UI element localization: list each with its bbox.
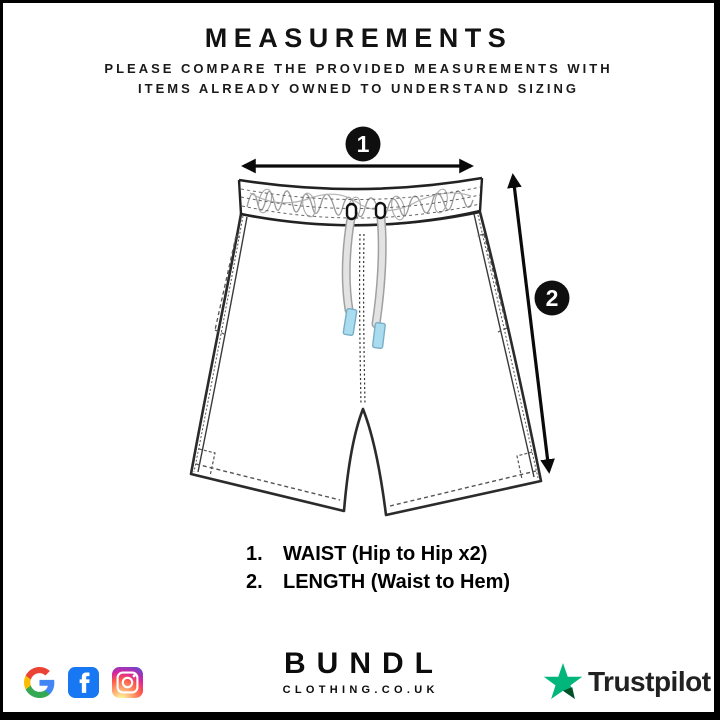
measurement-legend: [246, 540, 510, 596]
instagram-icon: [112, 667, 143, 698]
waistband: [239, 178, 482, 225]
shorts-diagram: [3, 3, 720, 720]
subtitle-line-1: PLEASE COMPARE THE PROVIDED MEASUREMENTS WITH: [104, 61, 613, 76]
trustpilot-logo: [543, 663, 711, 701]
marker-waist: [346, 127, 381, 162]
legend-item-waist: [246, 540, 510, 568]
facebook-icon: [68, 667, 99, 698]
marker-length: [535, 281, 570, 316]
social-icons: [24, 667, 143, 698]
grommet-right: [376, 203, 385, 218]
legend-label: WAIST (Hip to Hip x2): [283, 543, 488, 565]
marker-2-label: 2: [545, 285, 559, 311]
brand-tagline: CLOTHING.CO.UK: [282, 684, 439, 696]
brand-logo: [282, 647, 444, 696]
marker-1-label: 1: [356, 131, 370, 157]
google-icon: [24, 667, 55, 698]
subtitle-line-2: ITEMS ALREADY OWNED TO UNDERSTAND SIZING: [138, 81, 579, 96]
grommet-left: [347, 204, 356, 219]
legend-label: LENGTH (Waist to Hem): [283, 571, 511, 593]
brand-name: BUNDL: [284, 647, 444, 680]
legend-number: 2.: [246, 571, 263, 593]
trustpilot-label: Trustpilot: [588, 666, 711, 697]
shorts-body: [191, 212, 541, 515]
legend-number: 1.: [246, 543, 263, 565]
legend-item-length: [246, 568, 510, 596]
aglet-right: [372, 322, 385, 348]
page-title: MEASUREMENTS: [204, 23, 513, 53]
trustpilot-star-icon: [543, 663, 583, 701]
